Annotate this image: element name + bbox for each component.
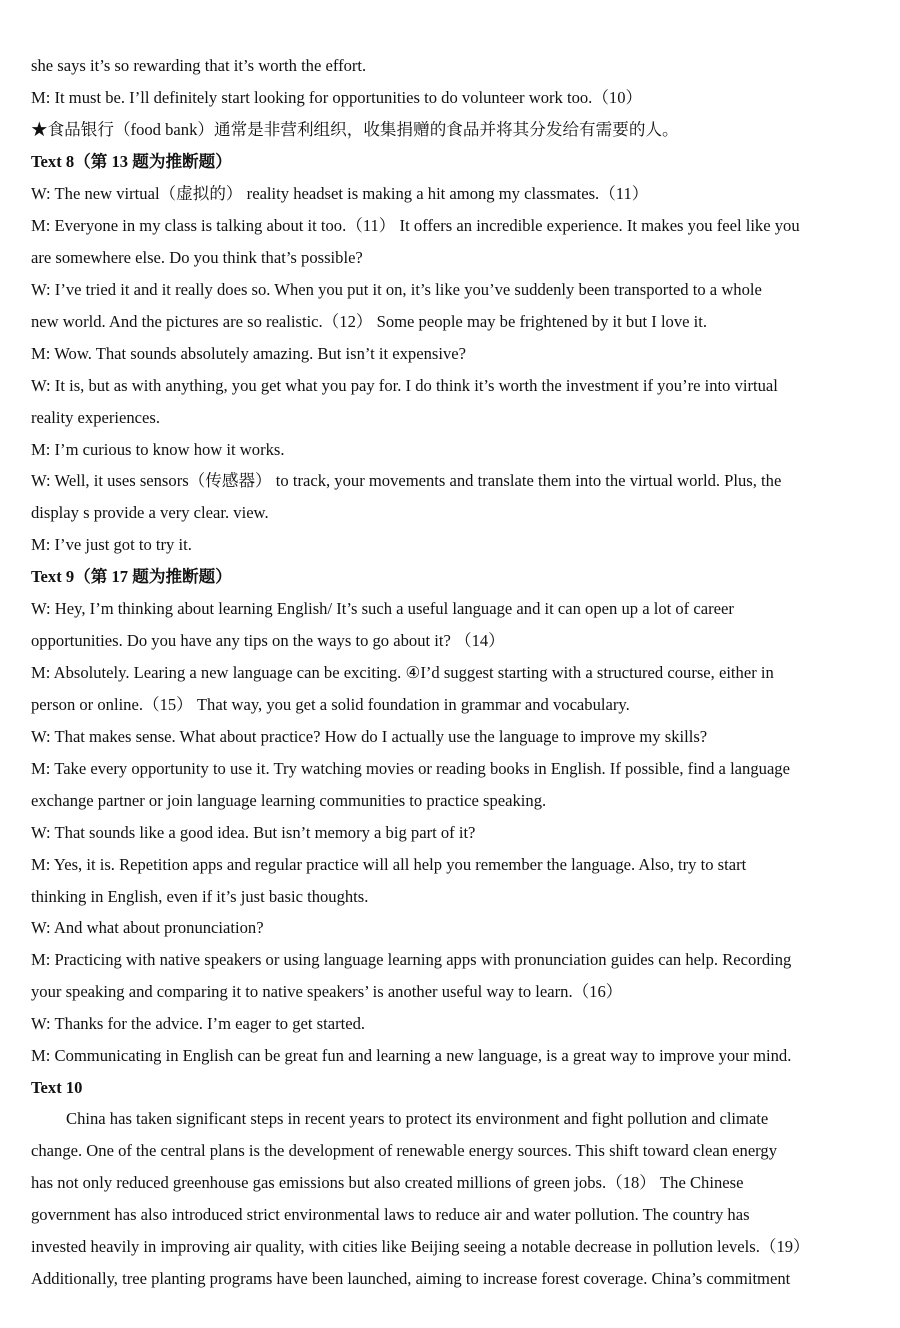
paragraph-line: Additionally, tree planting programs have been launched, aiming to increase forest coverage. China’s commitment xyxy=(31,1269,791,1288)
paragraph-line: government has also introduced strict environmental laws to reduce air and water pollution. The country has xyxy=(31,1205,750,1224)
text-line: W: And what about pronunciation? xyxy=(31,918,264,937)
text-line: she says it’s so rewarding that it’s worth the effort. xyxy=(31,56,367,75)
text-line: opportunities. Do you have any tips on the ways to go about it? （14） xyxy=(31,631,505,650)
text-line: your speaking and comparing it to native speakers’ is another useful way to learn.（16） xyxy=(31,982,623,1001)
text-line: M: I’ve just got to try it. xyxy=(31,535,192,554)
paragraph-line: has not only reduced greenhouse gas emissions but also created millions of green jobs.（18） The Chinese xyxy=(31,1173,744,1192)
section-heading-text-10: Text 10 xyxy=(31,1078,83,1097)
text-line: thinking in English, even if it’s just basic thoughts. xyxy=(31,887,369,906)
text-line: W: Well, it uses sensors（传感器） to track, your movements and translate them into the virtual world. Plus, the xyxy=(31,471,782,490)
paragraph-line: invested heavily in improving air quality, with cities like Beijing seeing a notable decrease in pollution levels.（19） xyxy=(31,1237,810,1256)
paragraph-line: change. One of the central plans is the development of renewable energy sources. This shift toward clean energy xyxy=(31,1141,777,1160)
text-line: M: Yes, it is. Repetition apps and regular practice will all help you remember the language. Also, try to start xyxy=(31,855,747,874)
text-line: exchange partner or join language learning communities to practice speaking. xyxy=(31,791,547,810)
text-line: W: I’ve tried it and it really does so. When you put it on, it’s like you’ve suddenly been transported to a whole xyxy=(31,280,762,299)
section-heading-text-8: Text 8（第 13 题为推断题） xyxy=(31,152,232,171)
text-line: M: I’m curious to know how it works. xyxy=(31,440,285,459)
text-line: W: The new virtual（虚拟的） reality headset is making a hit among my classmates.（11） xyxy=(31,184,649,203)
text-line: new world. And the pictures are so realistic.（12） Some people may be frightened by it but I love it. xyxy=(31,312,708,331)
text-line: M: Absolutely. Learing a new language can be exciting. ④I’d suggest starting with a structured course, either in xyxy=(31,663,774,682)
text-line: M: Wow. That sounds absolutely amazing. But isn’t it expensive? xyxy=(31,344,466,363)
text-line: M: Practicing with native speakers or using language learning apps with pronunciation guides can help. Recording xyxy=(31,950,792,969)
section-heading-text-9: Text 9（第 17 题为推断题） xyxy=(31,567,232,586)
text-line: are somewhere else. Do you think that’s possible? xyxy=(31,248,363,267)
text-line: M: Communicating in English can be great fun and learning a new language, is a great way to improve your mind. xyxy=(31,1046,792,1065)
text-line: M: Everyone in my class is talking about it too.（11） It offers an incredible experience. It makes you feel like you xyxy=(31,216,800,235)
text-line: reality experiences. xyxy=(31,408,160,427)
text-line: M: It must be. I’ll definitely start looking for opportunities to do volunteer work too.（10） xyxy=(31,88,643,107)
text-line: W: Thanks for the advice. I’m eager to get started. xyxy=(31,1014,366,1033)
text-line: M: Take every opportunity to use it. Try watching movies or reading books in English. If possible, find a language xyxy=(31,759,790,778)
text-line: W: That sounds like a good idea. But isn’t memory a big part of it? xyxy=(31,823,476,842)
text-line: W: That makes sense. What about practice? How do I actually use the language to improve my skills? xyxy=(31,727,708,746)
text-line: W: It is, but as with anything, you get what you pay for. I do think it’s worth the investment if you’re into virtual xyxy=(31,376,778,395)
text-line: W: Hey, I’m thinking about learning English/ It’s such a useful language and it can open up a lot of career xyxy=(31,599,734,618)
paragraph-line: China has taken significant steps in recent years to protect its environment and fight pollution and climate xyxy=(66,1109,769,1128)
text-line: display s provide a very clear. view. xyxy=(31,503,269,522)
note-line: ★食品银行（food bank）通常是非营利组织，收集捐赠的食品并将其分发给有需要的人。 xyxy=(31,120,679,139)
text-line: person or online.（15） That way, you get a solid foundation in grammar and vocabulary. xyxy=(31,695,630,714)
